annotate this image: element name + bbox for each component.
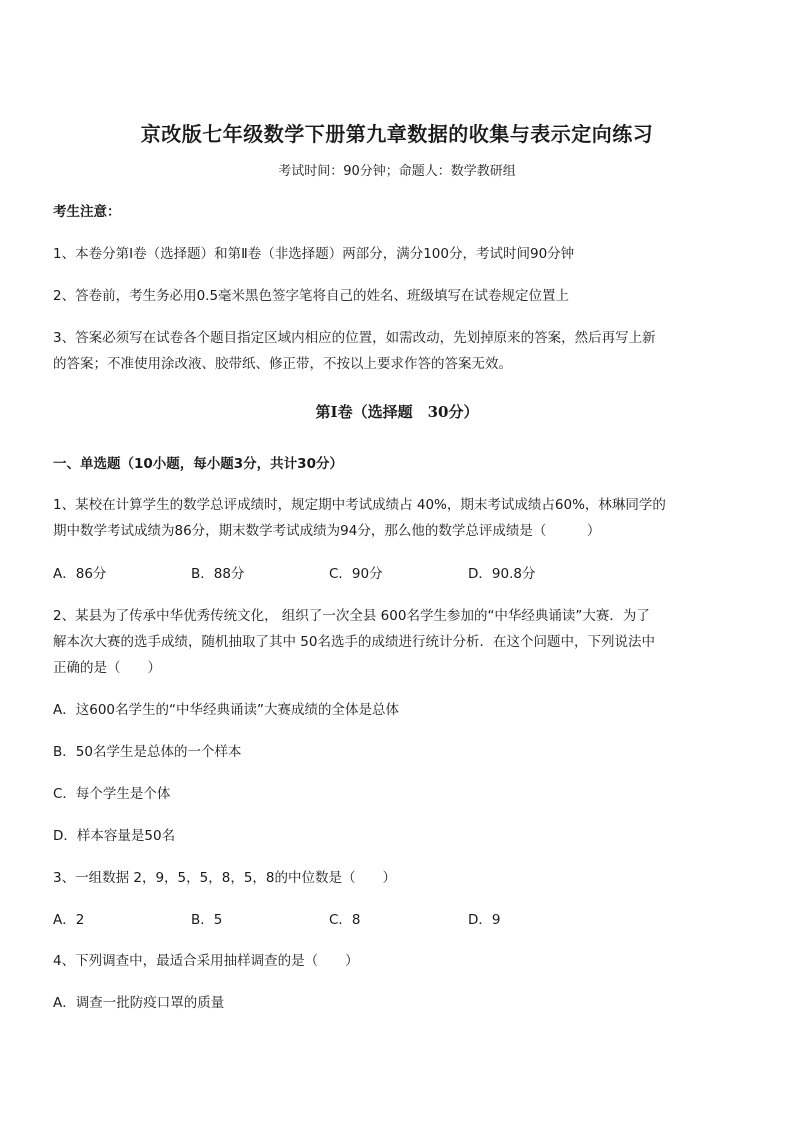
question-text: 正确的是（ ） — [53, 660, 161, 676]
question-text: 2、某县为了传承中华优秀传统文化， 组织了一次全县 600名学生参加的“中华经典诵读”大赛．为了 — [53, 608, 650, 624]
question-text: 3、一组数据 2，9，5，5，8，5，8的中位数是（ ） — [53, 870, 397, 886]
option-b: B．50名学生是总体的一个样本 — [53, 744, 242, 760]
page-title: 京改版七年级数学下册第九章数据的收集与表示定向练习 — [140, 122, 654, 146]
option-c: C．每个学生是个体 — [53, 786, 171, 802]
question-text: 期中数学考试成绩为86分，期末数学考试成绩为94分，那么他的数学总评成绩是（ ） — [53, 523, 601, 539]
option-a: A．2 — [53, 912, 85, 928]
option-b: B．5 — [191, 912, 223, 928]
question-text: 解本次大赛的选手成绩，随机抽取了其中 50名选手的成绩进行统计分析．在这个问题中，下列说法中 — [53, 634, 655, 650]
option-d: D．样本容量是50名 — [53, 828, 176, 844]
option-a: A．86分 — [53, 566, 107, 582]
part-heading: 一、单选题（10小题，每小题3分，共计30分） — [53, 456, 343, 472]
notice-heading: 考生注意： — [53, 204, 121, 220]
section-title: 第Ⅰ卷（选择题 30分） — [315, 403, 479, 421]
option-a: A．调查一批防疫口罩的质量 — [53, 995, 225, 1011]
question-text: 4、下列调查中，最适合采用抽样调查的是（ ） — [53, 953, 359, 969]
option-d: D．90.8分 — [468, 566, 536, 582]
option-b: B．88分 — [191, 566, 245, 582]
option-c: C．8 — [329, 912, 361, 928]
exam-info: 考试时间：90分钟；命题人：数学教研组 — [278, 164, 516, 179]
question-text: 1、某校在计算学生的数学总评成绩时，规定期中考试成绩占 40%，期末考试成绩占60%，林琳同学的 — [53, 497, 666, 513]
notice-item: 2、答卷前，考生务必用0.5毫米黑色签字笔将自己的姓名、班级填写在试卷规定位置上 — [53, 288, 570, 304]
notice-item-continued: 的答案；不准使用涂改液、胶带纸、修正带，不按以上要求作答的答案无效。 — [53, 356, 512, 372]
option-a: A．这600名学生的“中华经典诵读”大赛成绩的全体是总体 — [53, 702, 399, 718]
option-c: C．90分 — [329, 566, 383, 582]
option-d: D．9 — [468, 912, 501, 928]
notice-item: 1、本卷分第Ⅰ卷（选择题）和第Ⅱ卷（非选择题）两部分，满分100分，考试时间90分钟 — [53, 246, 575, 262]
notice-item: 3、答案必须写在试卷各个题目指定区域内相应的位置，如需改动，先划掉原来的答案，然后再写上新 — [53, 330, 656, 346]
